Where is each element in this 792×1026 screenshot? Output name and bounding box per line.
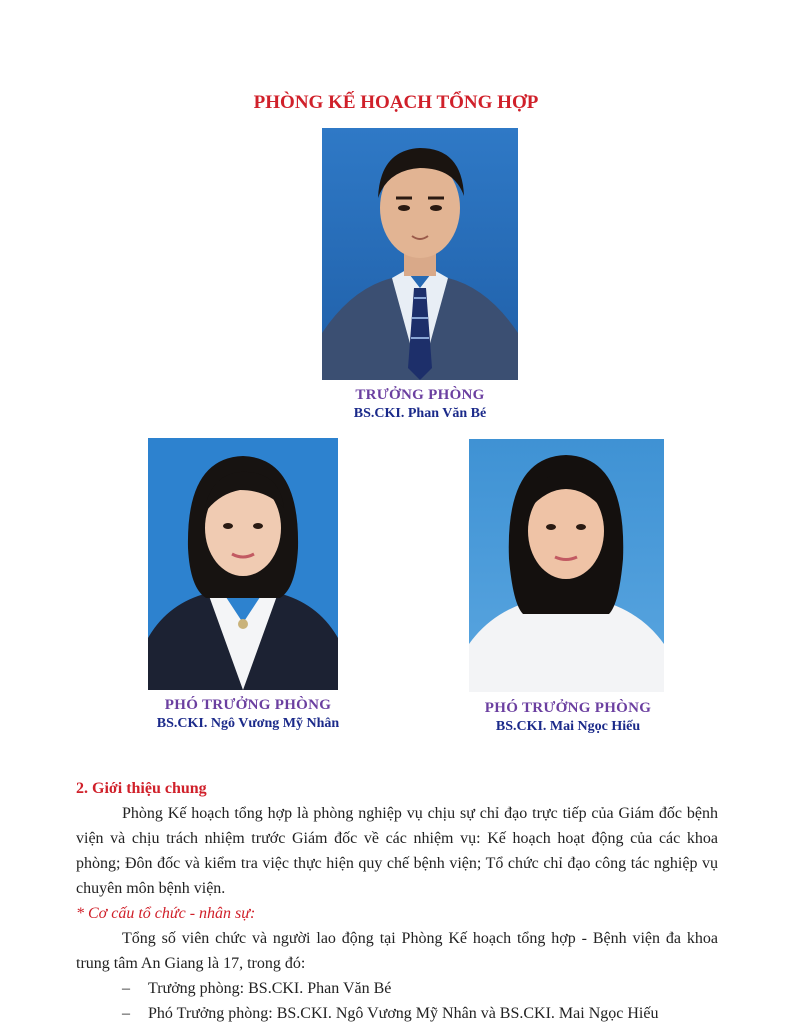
name-label-deputy-2: BS.CKI. Mai Ngọc Hiếu [495,719,641,734]
staff-list [76,976,718,1026]
role-label-head: TRƯỞNG PHÒNG [355,387,485,403]
list-dash: – [122,1005,130,1022]
org-structure-heading: * Cơ cấu tổ chức - nhân sự: [76,905,256,922]
role-label-deputy-1: PHÓ TRƯỞNG PHÒNG [164,697,332,713]
name-label-head: BS.CKI. Phan Văn Bé [353,406,487,421]
intro-paragraph: Phòng Kế hoạch tổng hợp là phòng nghiệp vụ chịu sự chỉ đạo trực tiếp của Giám đốc bệnh viện và chịu trách nhiệm trước Giám đốc về các nhiệm vụ: Kế hoạch hoạt động của các khoa phòng; Đôn đốc và kiểm tra việc thực hiện quy chế bệnh viện; Tổ chức chỉ đạo công tác nghiệp vụ chuyên môn bệnh viện. [76,805,718,897]
portrait-photo-deputy-1 [148,438,338,690]
portrait-photo-deputy-2 [469,439,664,692]
list-item-text: Trưởng phòng: BS.CKI. Phan Văn Bé [148,980,392,997]
list-item [122,1001,718,1026]
name-label-deputy-1: BS.CKI. Ngô Vương Mỹ Nhân [156,716,340,731]
role-label-deputy-2: PHÓ TRƯỞNG PHÒNG [484,700,652,716]
list-dash: – [122,980,130,997]
intro-section [76,776,718,1026]
list-item-text: Phó Trưởng phòng: BS.CKI. Ngô Vương Mỹ Nhân và BS.CKI. Mai Ngọc Hiếu [148,1005,659,1022]
list-item [122,976,718,1001]
section-heading: 2. Giới thiệu chung [76,780,207,797]
portrait-photo-head [322,128,518,380]
page-title: PHÒNG KẾ HOẠCH TỔNG HỢP [253,92,539,113]
staff-paragraph: Tổng số viên chức và người lao động tại Phòng Kế hoạch tổng hợp - Bệnh viện đa khoa trung tâm An Giang là 17, trong đó: [76,930,718,972]
